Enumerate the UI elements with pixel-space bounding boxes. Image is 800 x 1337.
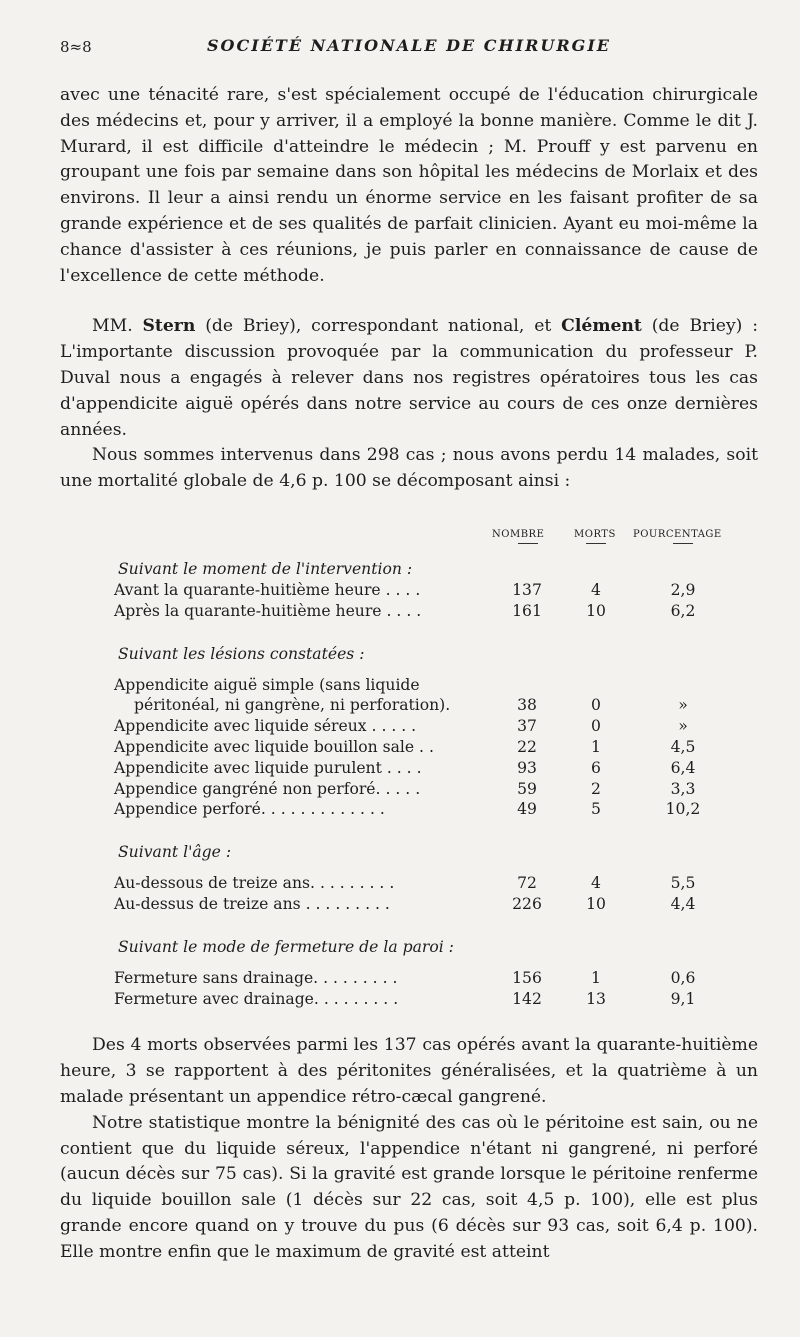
- spacer: [60, 820, 758, 842]
- cell-nombre: 72: [517, 874, 537, 893]
- row-label: Appendicite avec liquide séreux . . . . .: [114, 717, 417, 736]
- cell-nombre: 22: [517, 737, 537, 756]
- table-row: [60, 799, 758, 820]
- body-text: [60, 83, 758, 495]
- cell-morts: 0: [591, 696, 601, 715]
- cell-morts: 1: [591, 968, 601, 987]
- row-label: Appendicite avec liquide bouillon sale . .: [114, 737, 434, 756]
- spacer: [60, 915, 758, 937]
- cell-morts: 4: [591, 580, 601, 599]
- table-row: [60, 873, 758, 894]
- section-title: Suivant le mode de fermeture de la paroi :: [118, 937, 454, 956]
- section-title: Suivant l'âge :: [118, 843, 232, 862]
- cell-pourcentage: »: [678, 696, 688, 715]
- table-row: [60, 968, 758, 989]
- cell-morts: 0: [591, 717, 601, 736]
- speaker-mid: (de Briey), correspondant national, et: [195, 316, 562, 337]
- cell-nombre: 226: [512, 894, 542, 913]
- col-nombre: NOMBRE: [492, 528, 545, 540]
- table-row: [60, 675, 758, 717]
- cell-pourcentage: 0,6: [670, 968, 696, 987]
- row-label: Appendicite avec liquide purulent . . . .: [114, 758, 422, 777]
- row-label-line2: péritonéal, ni gangrène, ni perforation).: [134, 696, 451, 715]
- paragraph: Notre statistique montre la bénignité des cas où le péritoine est sain, ou ne contient que du liquide séreux, l'appendice n'étant ni gangrené, ni perforé (aucun décès sur 75 cas). Si la gravité est grande lorsque le péritoine renferme du liquide bouillon sale (1 décès sur 22 cas, soit 4,5 p. 100), elle est plus grande encore quand on y trouve du pus (6 décès sur 93 cas, soit 6,4 p. 100). Elle montre enfin que le maximum de gravité est atteint: [60, 1112, 758, 1262]
- row-label: Fermeture sans drainage. . . . . . . . .: [114, 968, 398, 987]
- row-label: Appendice perforé. . . . . . . . . . . . .: [114, 800, 385, 819]
- cell-nombre: 59: [517, 779, 537, 798]
- speaker-text: (de Briey) : L'importante discussion provoquée par la communication du professeur P. Duval nous a engagés à relever dans nos registres opératoires tous les cas d'appendicite aiguë opérés dans notre service au cours de ces onze dernières années.: [60, 316, 759, 440]
- row-label-line1: Appendicite aiguë simple (sans liquide: [114, 675, 420, 694]
- journal-page: [60, 34, 758, 1265]
- table-row: [60, 779, 758, 800]
- table-column-headers: [60, 529, 758, 559]
- table-row: [60, 989, 758, 1010]
- body-text-after: [60, 1033, 758, 1265]
- intro-paragraph: Nous sommes intervenus dans 298 cas ; nous avons perdu 14 malades, soit une mortalité globale de 4,6 p. 100 se décomposant ainsi :: [60, 445, 758, 492]
- cell-morts: 5: [591, 800, 601, 819]
- cell-morts: 1: [591, 737, 601, 756]
- table-row: [60, 737, 758, 758]
- spacer: [60, 622, 758, 644]
- col-dash: [518, 543, 538, 544]
- row-label: Fermeture avec drainage. . . . . . . . .: [114, 989, 399, 1008]
- cell-morts: 6: [591, 758, 601, 777]
- col-morts: MORTS: [574, 528, 616, 540]
- cell-pourcentage: 2,9: [670, 580, 696, 599]
- page-number: 8≈8: [60, 38, 92, 56]
- spacer: [60, 958, 758, 968]
- section-title: Suivant les lésions constatées :: [118, 644, 365, 663]
- statistics-table: [60, 529, 758, 1009]
- table-row: [60, 580, 758, 601]
- section-title: Suivant le moment de l'intervention :: [118, 559, 413, 578]
- col-dash: [673, 543, 693, 544]
- cell-nombre: 49: [517, 800, 537, 819]
- table-row: [60, 894, 758, 915]
- table-row: [60, 758, 758, 779]
- row-label: Au-dessous de treize ans. . . . . . . . .: [114, 874, 395, 893]
- cell-pourcentage: 4,5: [670, 737, 696, 756]
- cell-pourcentage: 3,3: [670, 779, 696, 798]
- cell-pourcentage: 5,5: [670, 874, 696, 893]
- cell-pourcentage: 6,4: [670, 758, 696, 777]
- row-label: Avant la quarante-huitième heure . . . .: [114, 580, 421, 599]
- cell-nombre: 137: [512, 580, 542, 599]
- table-row: [60, 601, 758, 622]
- cell-nombre: 156: [512, 968, 542, 987]
- cell-pourcentage: 10,2: [665, 800, 701, 819]
- row-label: Au-dessus de treize ans . . . . . . . . .: [114, 894, 390, 913]
- cell-nombre: 93: [517, 758, 537, 777]
- speaker-paragraph: [60, 314, 758, 443]
- col-pourcentage: POURCENTAGE: [633, 528, 722, 540]
- speaker-prefix: MM.: [92, 316, 143, 337]
- cell-pourcentage: »: [678, 717, 688, 736]
- paragraph: Des 4 morts observées parmi les 137 cas opérés avant la quarante-huitième heure, 3 se rapportent à des péritonites généralisées, et la quatrième à un malade présentant un appendice rétro-cæcal gangrené.: [60, 1035, 758, 1107]
- cell-morts: 2: [591, 779, 601, 798]
- running-title: SOCIÉTÉ NATIONALE DE CHIRURGIE: [207, 36, 611, 55]
- col-dash: [586, 543, 606, 544]
- cell-pourcentage: 6,2: [670, 601, 696, 620]
- cell-morts: 10: [586, 601, 606, 620]
- cell-morts: 13: [586, 989, 606, 1008]
- row-label: [114, 675, 486, 717]
- cell-pourcentage: 4,4: [670, 894, 696, 913]
- spacer: [60, 665, 758, 675]
- row-label: Appendice gangréné non perforé. . . . .: [114, 779, 421, 798]
- speaker-name-clement: Clément: [561, 316, 642, 337]
- cell-morts: 10: [586, 894, 606, 913]
- paragraph: avec une ténacité rare, s'est spécialement occupé de l'éducation chirurgicale des médecins et, pour y arriver, il a employé la bonne manière. Comme le dit J. Murard, il est difficile d'atteindre le médecin ; M. Prouff y est parvenu en groupant une fois par semaine dans son hôpital les médecins de Morlaix et des environs. Il leur a ainsi rendu un énorme service en les faisant profiter de sa grande expérience et de ses qualités de parfait clinicien. Ayant eu moi-même la chance d'assister à ces réunions, je puis parler en connaissance de cause de l'excellence de cette méthode.: [60, 85, 758, 286]
- cell-morts: 4: [591, 874, 601, 893]
- cell-nombre: 38: [517, 696, 537, 715]
- spacer: [60, 863, 758, 873]
- cell-nombre: 37: [517, 717, 537, 736]
- page-header: [60, 34, 758, 60]
- cell-pourcentage: 9,1: [670, 989, 696, 1008]
- speaker-name-stern: Stern: [142, 316, 196, 337]
- cell-nombre: 142: [512, 989, 542, 1008]
- cell-nombre: 161: [512, 601, 542, 620]
- table-row: [60, 716, 758, 737]
- row-label: Après la quarante-huitième heure . . . .: [114, 601, 422, 620]
